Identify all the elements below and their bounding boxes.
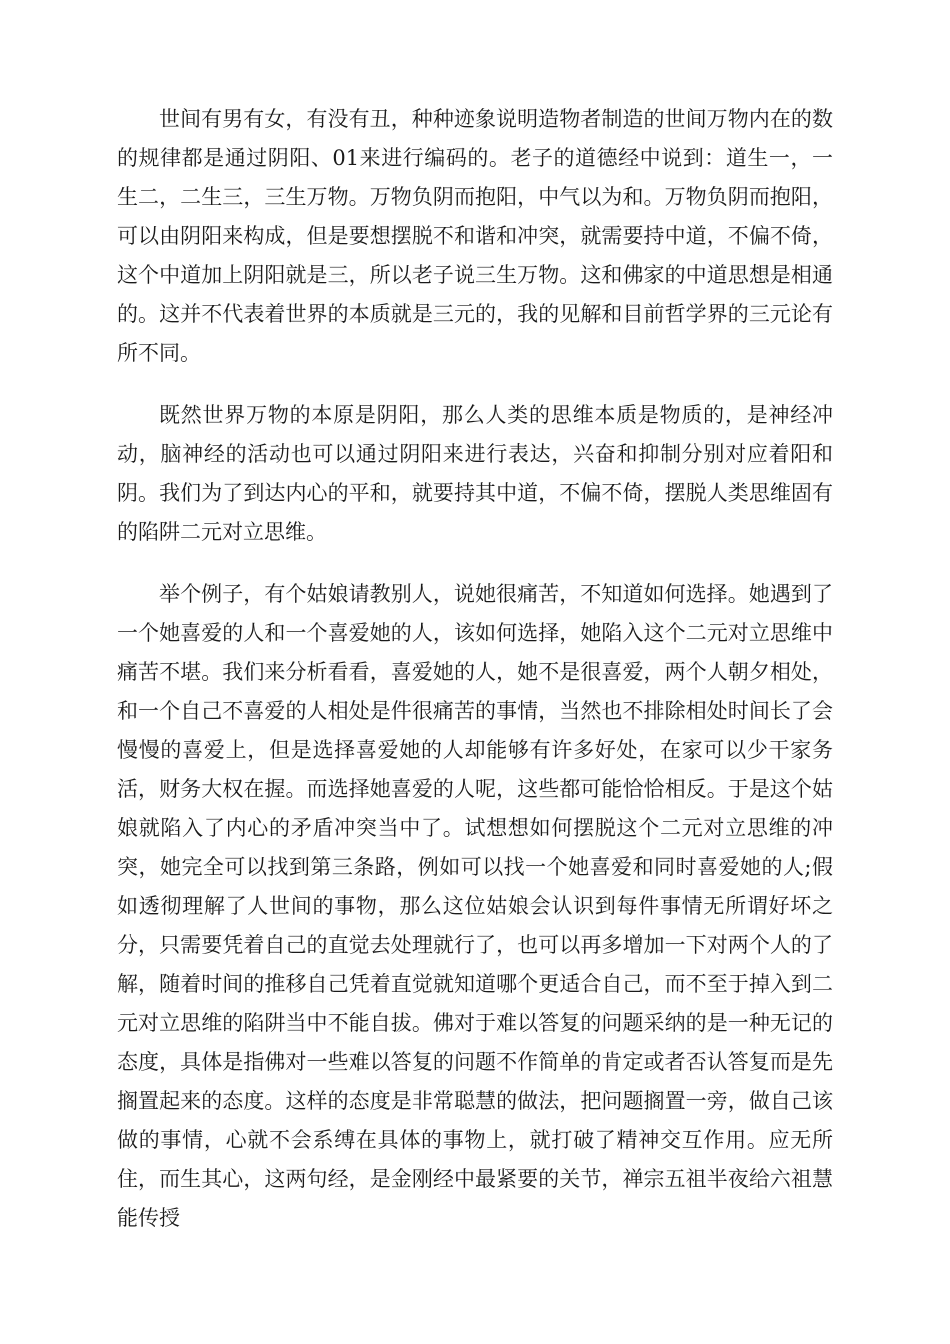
document-page: [117, 100, 833, 1261]
paragraph-thinking-nature: 既然世界万物的本原是阴阳，那么人类的思维本质是物质的，是神经冲动，脑神经的活动也可以通过阴阳来进行表达，兴奋和抑制分别对应着阳和阴。我们为了到达内心的平和，就要持其中道，不偏不倚，摆脱人类思维固有的陷阱二元对立思维。: [117, 403, 833, 544]
paragraph-yin-yang-encoding: 世间有男有女，有没有丑，种种迹象说明造物者制造的世间万物内在的数的规律都是通过阴阳、01来进行编码的。老子的道德经中说到：道生一，一生二，二生三，三生万物。万物负阴而抱阳，中气以为和。万物负阴而抱阳，可以由阴阳来构成，但是要想摆脱不和谐和冲突，就需要持中道，不偏不倚，这个中道加上阴阳就是三，所以老子说三生万物。这和佛家的中道思想是相通的。这并不代表着世界的本质就是三元的，我的见解和目前哲学界的三元论有所不同。: [117, 107, 833, 365]
paragraph-girl-example: 举个例子，有个姑娘请教别人，说她很痛苦，不知道如何选择。她遇到了一个她喜爱的人和一个喜爱她的人，该如何选择，她陷入这个二元对立思维中痛苦不堪。我们来分析看看，喜爱她的人，她不是很喜爱，两个人朝夕相处，和一个自己不喜爱的人相处是件很痛苦的事情，当然也不排除相处时间长了会慢慢的喜爱上，但是选择喜爱她的人却能够有许多好处，在家可以少干家务活，财务大权在握。而选择她喜爱的人呢，这些都可能恰恰相反。于是这个姑娘就陷入了内心的矛盾冲突当中了。试想想如何摆脱这个二元对立思维的冲突，她完全可以找到第三条路，例如可以找一个她喜爱和同时喜爱她的人;假如透彻理解了人世间的事物，那么这位姑娘会认识到每件事情无所谓好坏之分，只需要凭着自己的直觉去处理就行了，也可以再多增加一下对两个人的了解，随着时间的推移自己凭着直觉就知道哪个更适合自己，而不至于掉入到二元对立思维的陷阱当中不能自拔。佛对于难以答复的问题采纳的是一种无记的态度，具体是指佛对一些难以答复的问题不作简单的肯定或者否认答复而是先搁置起来的态度。这样的态度是非常聪慧的做法，把问题搁置一旁，做自己该做的事情，心就不会系缚在具体的事物上，就打破了精神交互作用。应无所住，而生其心，这两句经，是金刚经中最紧要的关节，禅宗五祖半夜给六祖慧能传授: [117, 582, 833, 1230]
